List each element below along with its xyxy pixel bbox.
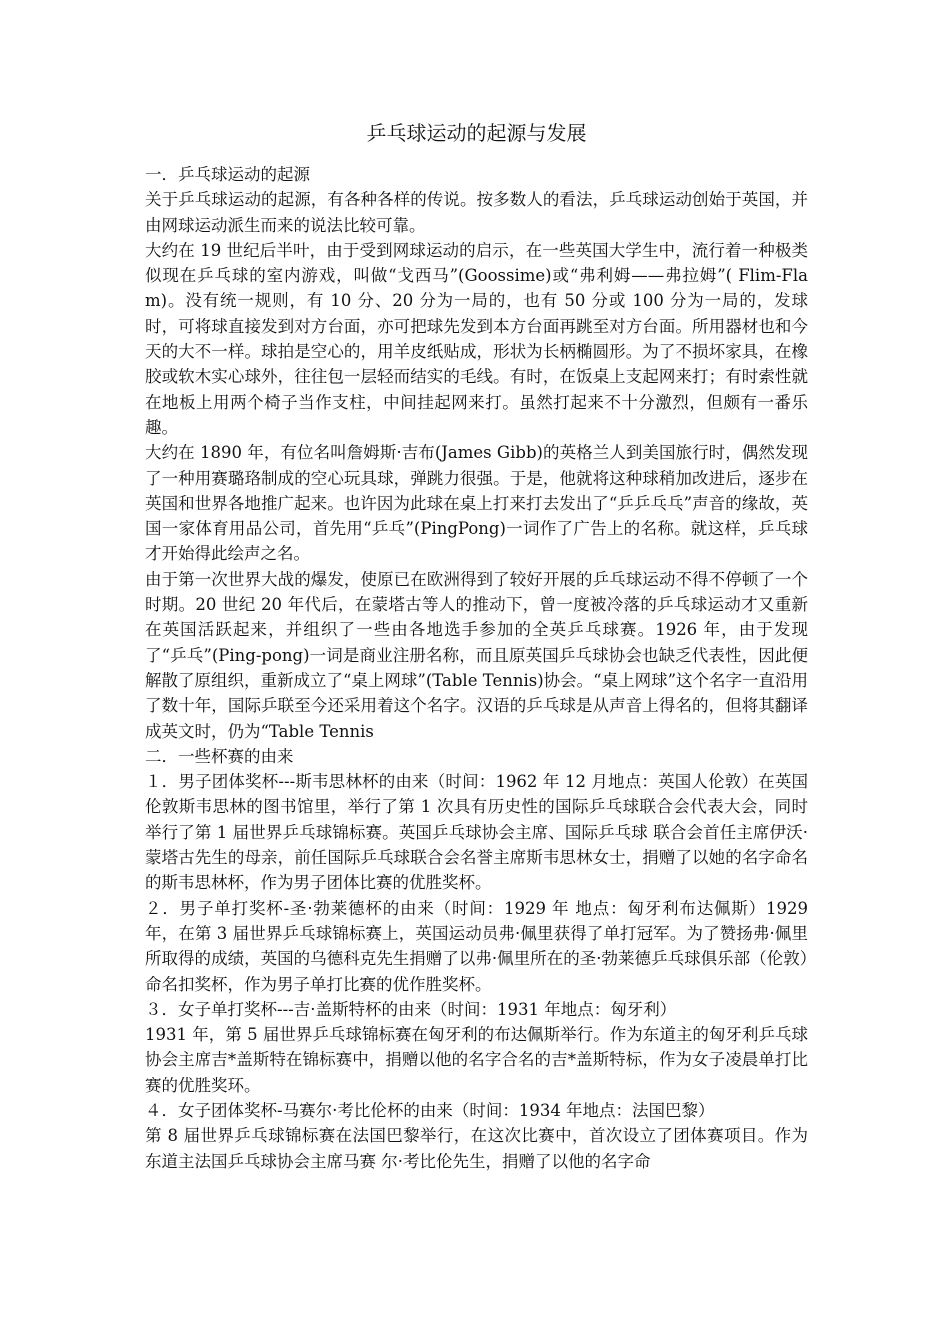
paragraph: 大约在 19 世纪后半叶，由于受到网球运动的启示，在一些英国大学生中，流行着一种极类似现在乒乓球的室内游戏，叫做“戈西马”(Goossime)或“弗利姆——弗拉姆”( Flim-Flam)。没有统一规则，有 10 分、20 分为一局的，也有 50 分或 100 分为一局的，发球时，可将球直接发到对方台面，亦可把球先发到本方台面再跳至对方台面。所用器材也和今天的大不一样。球拍是空心的，用羊皮纸贴成，形状为长柄椭圆形。为了不损坏家具，在橡胶或软木实心球外，往往包一层轻而结实的毛线。有时，在饭桌上支起网来打；有时索性就在地板上用两个椅子当作支柱，中间挂起网来打。虽然打起来不十分激烈，但颇有一番乐趣。: [145, 240, 808, 437]
paragraph: ４．女子团体奖杯-马赛尔·考比伦杯的由来（时间：1934 年地点：法国巴黎）: [145, 1100, 715, 1120]
section-cups: [145, 744, 808, 1174]
paragraph: 大约在 1890 年，有位名叫詹姆斯·吉布(James Gibb)的英格兰人到美国旅行时，偶然发现了一种用赛璐珞制成的空心玩具球，弹跳力很强。于是，他就将这种球稍加改进后，逐步在英国和世界各地推广起来。也许因为此球在桌上打来打去发出了“乒乒乓乓”声音的缘故，英国一家体育用品公司，首先用“乒乓”(PingPong)一词作了广告上的名称。就这样，乒乓球才开始得此绘声之名。: [145, 443, 808, 564]
section-heading: 一．乒乓球运动的起源: [145, 165, 310, 184]
document-title: 乒乓球运动的起源与发展: [366, 121, 587, 145]
paragraph: 由于第一次世界大战的爆发，使原已在欧洲得到了较好开展的乒乓球运动不得不停顿了一个时期。20 世纪 20 年代后，在蒙塔古等人的推动下，曾一度被冷落的乒乓球运动才又重新在英国活跃起来，并组织了一些由各地选手参加的全英乒乓球赛。1926 年，由于发现了“乒乓”(Ping-pong)一词是商业注册名称，而且原英国乒乓球协会也缺乏代表性，因此便解散了原组织，重新成立了“桌上网球”(Table Tennis)协会。“桌上网球”这个名字一直沿用了数十年，国际乒联至今还采用着这个名字。汉语的乒乓球是从声音上得名的，但将其翻译成英文时，仍为“Table Tennis: [145, 569, 809, 741]
section-heading: 二．一些杯赛的由来: [145, 746, 294, 766]
paragraph: 关于乒乓球运动的起源，有各种各样的传说。按多数人的看法，乒乓球运动创始于英国，并由网球运动派生而来的说法比较可靠。: [145, 190, 808, 235]
paragraph: ２．男子单打奖杯-圣·勃莱德杯的由来（时间：1929 年 地点：匈牙利布达佩斯）1929 年，在第 3 届世界乒乓球锦标赛上，英国运动员弗·佩里获得了单打冠军。为了赞扬弗·佩里所取得的成绩，英国的乌德科克先生捐赠了以弗·佩里所在的圣·勃莱德乒乓球俱乐部（伦敦）命名扣奖杯，作为男子单打比赛的优作胜奖杯。: [145, 898, 808, 994]
paragraph: 第 8 届世界乒乓球锦标赛在法国巴黎举行，在这次比赛中，首次设立了团体赛项目。作为东道主法国乒乓球协会主席马赛 尔·考比伦先生，捐赠了以他的名字命: [145, 1126, 808, 1171]
paragraph: ３．女子单打奖杯---吉·盖斯特杯的由来（时间：1931 年地点：匈牙利）: [145, 999, 677, 1019]
section-origin: [145, 162, 808, 744]
document-page: [145, 118, 808, 1174]
paragraph: 1931 年，第 5 届世界乒乓球锦标赛在匈牙利的布达佩斯举行。作为东道主的匈牙利乒乓球协会主席吉*盖斯特在锦标赛中，捐赠以他的名字合名的吉*盖斯特标，作为女子凌晨单打比赛的优胜奖环。: [145, 1025, 808, 1095]
paragraph: １．男子团体奖杯---斯韦思林杯的由来（时间：1962 年 12 月地点：英国人伦敦）在英国伦敦斯韦思林的图书馆里，举行了第 1 次具有历史性的国际乒乓球联合会代表大会，同时举行了第 1 届世界乒乓球锦标赛。英国乒乓球协会主席、国际乒乓球 联合会首任主席伊沃·蒙塔古先生的母亲，前任国际乒乓球联合会名誉主席斯韦思林女士，捐赠了以她的名字命名的斯韦思林杯，作为男子团体比赛的优胜奖杯。: [145, 772, 808, 893]
